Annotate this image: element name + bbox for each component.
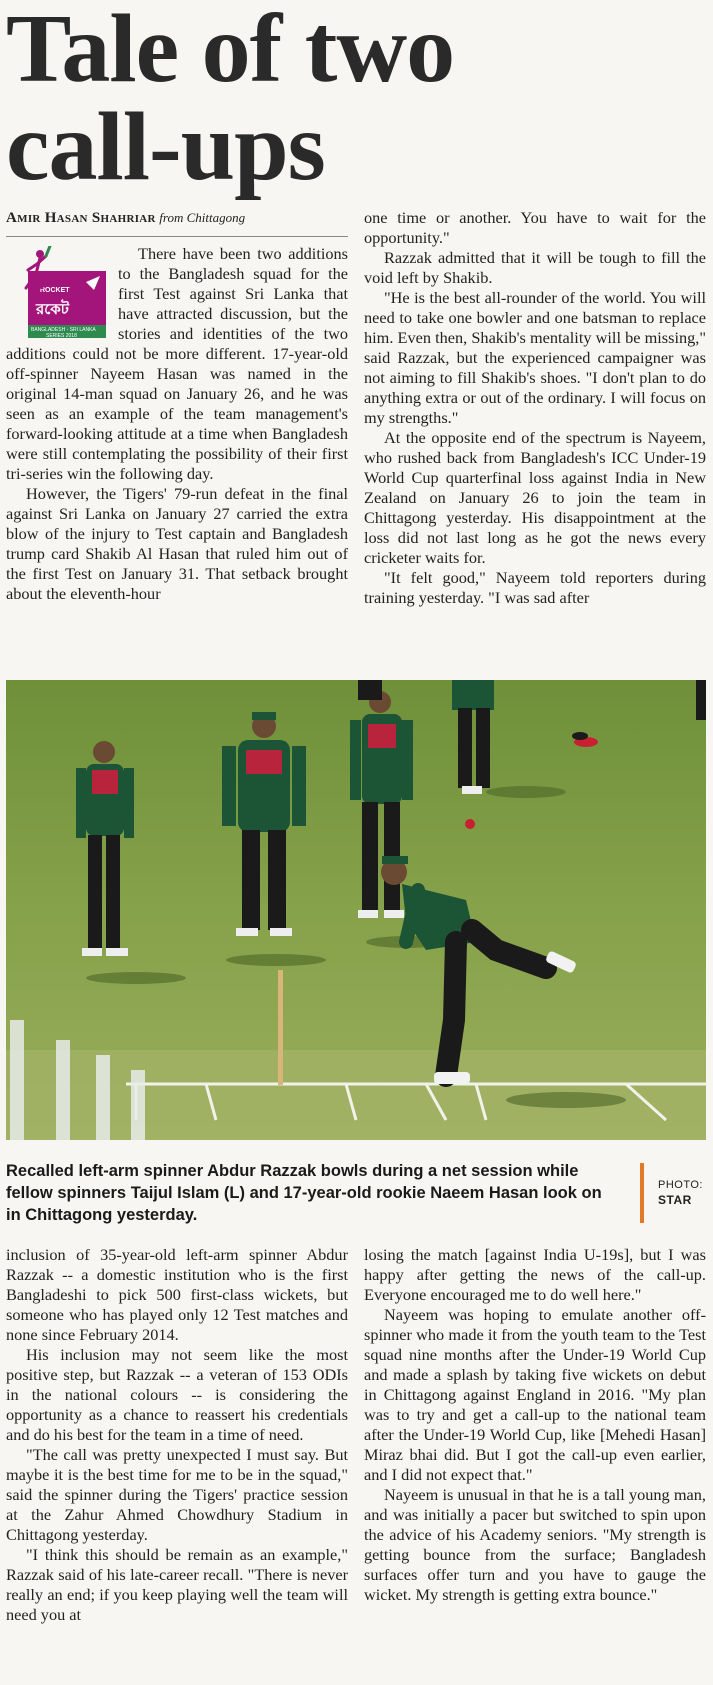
paragraph: Nayeem was hoping to emulate another off-spinner who made it from the youth team to the Test squad nine months after the Under-19 World Cup and made a splash by taking five wickets on debut in Chittagong against England in 2016. "My plan was to try and get a call-up to the national team after the Under-19 World Cup, like [Mehedi Hasan] Miraz bhai did. But I got the call-up even earlier, and I did not expect that." <box>364 1305 706 1484</box>
dateline: from Chittagong <box>159 210 246 225</box>
photo-credit-source: STAR <box>658 1193 692 1207</box>
photo-credit <box>658 1178 703 1209</box>
paragraph: Nayeem is unusual in that he is a tall young man, and was initially a pacer but switched to spin upon the advice of his Academy seniors. "My strength is getting bounce from the surface; Bangladesh surfaces offer turn and you have to gauge the wicket. My strength is getting extra bounce." <box>364 1485 706 1604</box>
paragraph: "I think this should be remain as an example," Razzak said of his late-career recall. "There is never really an end; if you keep playing well the team will need you at <box>6 1545 348 1624</box>
logo-series-text: BANGLADESH - SRI LANKA <box>31 327 96 333</box>
author-name: Amir Hasan Shahriar <box>6 210 156 226</box>
paragraph: However, the Tigers' 79-run defeat in the final against Sri Lanka on January 27 carried the extra blow of the injury to Test captain and Bangladesh trump card Shakib Al Hasan that ruled him out of the first Test on January 31. That setback brought about the eleventh-hour <box>6 484 348 603</box>
paragraph: "The call was pretty unexpected I must say. But maybe it is the best time for me to be in the squad," said the spinner during the Tigers' practice session at the Zahur Ahmed Chowdhury Stadium in Chittagong yesterday. <box>6 1445 348 1544</box>
article-column-bottom-left <box>6 1245 348 1625</box>
paragraph: one time or another. You have to wait for the opportunity." <box>364 208 706 247</box>
logo-series-year: SERIES 2018 <box>46 333 77 338</box>
headline-line-2: call-ups <box>6 93 325 201</box>
byline <box>6 210 245 227</box>
credit-accent-bar <box>640 1163 644 1223</box>
paragraph: inclusion of 35-year-old left-arm spinner Abdur Razzak -- a domestic institution who is the first Bangladeshi to pick 500 first-class wickets, but someone who has played only 12 Test matches and none since February 2014. <box>6 1245 348 1344</box>
paragraph: At the opposite end of the spectrum is Nayeem, who rushed back from Bangladesh's ICC Under-19 World Cup quarterfinal loss against India in New Zealand on January 26 to join the team in Chittagong yesterday. His disappointment at the loss did not last long as he got the news every cricketer waits for. <box>364 428 706 567</box>
series-logo <box>6 246 108 338</box>
article-column-bottom-right <box>364 1245 706 1605</box>
series-logo-image <box>6 246 108 338</box>
headline <box>6 0 706 201</box>
logo-brand-text: ROCKET <box>40 287 70 294</box>
headline-line-1: Tale of two <box>6 0 455 103</box>
photo-caption: Recalled left-arm spinner Abdur Razzak bowls during a net session while fellow spinners Taijul Islam (L) and 17-year-old rookie Naeem Hasan look on in Chittagong yesterday. <box>6 1162 602 1224</box>
byline-divider <box>6 236 348 237</box>
logo-brand-bengali: রকেট <box>36 300 69 318</box>
paragraph: His inclusion may not seem like the most positive step, but Razzak -- a veteran of 153 ODIs in the national colours -- is considering the opportunity as a chance to reassert his credentials and do his best for the team in a time of need. <box>6 1345 348 1444</box>
paragraph: "He is the best all-rounder of the world. You will need to take one bowler and one batsman to replace him. Even then, Shakib's mentality will be missing," said Razzak, but the experienced campaigner was not aiming to fill Shakib's shoes. "I don't plan to do anything extra or out of the ordinary. I will focus on my strengths." <box>364 288 706 427</box>
paragraph: Razzak admitted that it will be tough to fill the void left by Shakib. <box>364 248 706 287</box>
photo-credit-label: PHOTO: <box>658 1179 703 1191</box>
article-column-top-right <box>364 208 706 608</box>
cricket-practice-photo <box>6 680 706 1140</box>
paragraph: "It felt good," Nayeem told reporters during training yesterday. "I was sad after <box>364 568 706 607</box>
paragraph: losing the match [against India U-19s], but I was happy after getting the news of the call-up. Everyone encouraged me to do well here." <box>364 1245 706 1304</box>
paragraph: There have been two additions to the Bangladesh squad for the first Test against Sri Lanka that have attracted discussion, but the stories and identities of the two additions could not be more different. 17-year-old off-spinner Nayeem Hasan was named in the original 14-man squad on January 26, and he was seen as an example of the team management's forward-looking attitude at a time when Bangladesh were still contemplating the possibility of their first tri-series win the following day. <box>6 244 348 483</box>
news-photo <box>6 680 706 1140</box>
article-column-top-left <box>6 244 348 604</box>
